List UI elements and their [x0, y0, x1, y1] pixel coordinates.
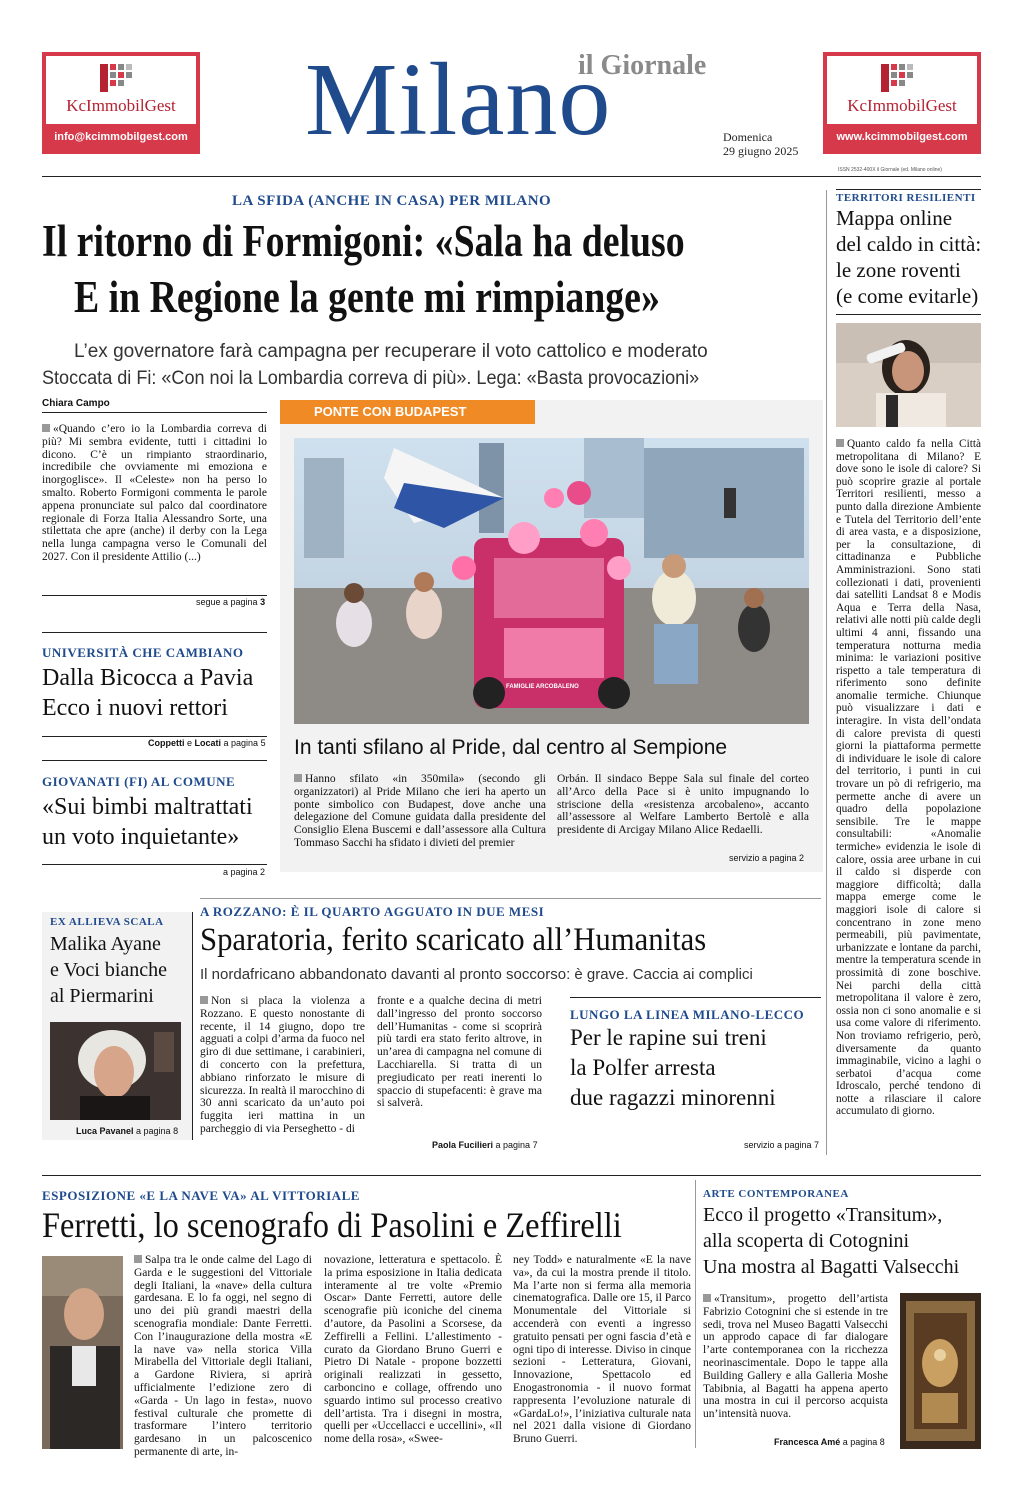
divider: [42, 736, 267, 737]
territori-body: Quanto caldo fa nella Città metropolitana di Milano? E dove sono le isole di calore? Si può scoprire grazie al portale Territori resilienti, messo a punto dalla direzione Ambiente e Tutela del Territorio dell’ente di area vasta, e a disposizione, per la consultazione, di cittadinanza e Pubbliche Amministrazioni. Sono stati collezionati i dati, provenienti dai satelliti Landsat 8 e Modis Aqua e Terra della Nasa, relativi alle notti più calde degli ultimi 4 anni, fissando una temperatura notturna media minima: le variazioni positive rispetto a tale temperatura di riferimento sono definite anomalie termiche. Chiunque può visualizzare i dati e interagire. In vista dell’ondata di calore prevista di questi giorni la piattaforma permette di individuare le isole di calore del territorio, i punti in cui trovare un pò di refrigerio, ma permette anche di avere un quadro della popolazione sensibile. Tre le mappe consultabili: «Anomalie termiche» evidenzia le isole di calore, ossia aree urbane in cui il caldo si disperde con maggiore difficoltà; dalla mappa emerge come le maggiori isole di calore si concentrano in zone meno permeabili, più pavimentate, urbanizzate e lontane da parchi, mentre la temperatura scende in prossimità di zone boschive. Nei parchi della città metropolitana il valore è zero, ossia non ci sono anomalie e si usa come valore di riferimento. Non troviamo refrigerio, però, diversamente da quanto immaginabile, vicino a laghi o serbatoi d’acqua come Idroscalo, perché tendono di notte a rilasciare il calore accumulato di giorno.: [836, 438, 981, 1118]
lead-author: Chiara Campo: [42, 398, 110, 409]
ferretti-kicker: ESPOSIZIONE «E LA NAVE VA» AL VITTORIALE: [42, 1188, 360, 1203]
ferretti-headline[interactable]: Ferretti, lo scenografo di Pasolini e Zeffirelli: [42, 1205, 622, 1245]
polfer-kicker: LUNGO LA LINEA MILANO-LECCO: [570, 1007, 805, 1022]
transitum-ref[interactable]: Francesca Amé a pagina 8: [774, 1437, 885, 1447]
divider: [826, 190, 827, 1155]
transitum-headline[interactable]: Ecco il progetto «Transitum», alla scoperta di Cotognini Una mostra al Bagatti Valsecchi: [703, 1204, 960, 1278]
ferretti-body-3: ney Todd» e naturalmente «E la nave va», da cui la mostra prende il titolo. Ma l’arte non si ferma alla memoria cinematografica. Dalle ore 15, il Parco Monumentale del Vittoriale si accenderà con eventi a ingresso gratuito pensati per ogni fascia d’età e ogni tipo di interesse. Diviso in cinque sezioni - Letteratura, Giovani, Innovazione, Spettacolo ed Enogastronomia - il nuovo format rappresenta l’evoluzione naturale di «GardaLo!», l’iniziativa culturale nata nel 2021 dalla visione di Giordano Bruno Guerri.: [513, 1254, 691, 1446]
date-day: Domenica: [723, 130, 773, 144]
pride-photo: [294, 438, 809, 724]
universita-kicker: UNIVERSITÀ CHE CAMBIANO: [42, 645, 244, 660]
malika-photo: [50, 1022, 181, 1120]
masthead-brand: il Giornale: [578, 50, 707, 81]
issn: ISSN 2532-400X il Giornale (ed. Milano online): [838, 167, 942, 173]
divider: [695, 1180, 696, 1448]
rozzano-kicker: A ROZZANO: È IL QUARTO AGGUATO IN DUE MESI: [200, 904, 545, 919]
divider: [42, 864, 267, 865]
masthead-title: Milano: [305, 42, 612, 157]
ad-contact[interactable]: info@kcimmobilgest.com: [46, 124, 196, 150]
kc-logo-icon: [879, 62, 919, 94]
lead-subhead-2: Stoccata di Fi: «Con noi la Lombardia correva di più». Lega: «Basta provocazioni»: [42, 368, 700, 389]
divider: [42, 1175, 981, 1176]
transitum-body: «Transitum», progetto dell’artista Fabrizio Cotognini che si estende in tre sedi, trova nel Museo Bagatti Valsecchi un approdo capace di far dialogare l’arte contemporanea con la ricchezza neorinascimentale. Dopo le tappe alla Building Gallery e alla Galleria Moshe Tabibnia, al Bagatti ha appena aperto una mostra in cui il percorso acquista un’intensità nuova.: [703, 1293, 888, 1421]
universita-headline[interactable]: Dalla Bicocca a Pavia Ecco i nuovi rettori: [42, 665, 254, 721]
ferretti-body-1: Salpa tra le onde calme del Lago di Garda e le suggestioni del Vittoriale degli Italiani, la «nave» della cultura gardesana. E lo fa oggi, nel segno di uno dei più grandi maestri della scenografia mondiale: Dante Ferretti. Con l’inaugurazione della mostra «E la nave va» nella storica Villa Mirabella del Vittoriale degli Italiani, a Gardone Riviera, si aprirà ufficialmente l’edizione zero di «Garda - Un lago in festa», nuovo festival culturale che promette di trasformare l’intero territorio gardesano in un palcoscenico permanente di arte, in-: [134, 1254, 312, 1458]
giovanati-headline[interactable]: «Sui bimbi maltrattati un voto inquietante»: [42, 794, 253, 850]
pride-body-2: Orbán. Il sindaco Beppe Sala sul finale del corteo all’Arco della Pace si è unito impugnando lo striscione della «resistenza arcobaleno», accanto all’assessore al Welfare Lamberto Bertolè e alla presidente di Arcigay Milano Alice Redaelli.: [557, 773, 809, 837]
masthead-rule: [42, 176, 981, 177]
divider: [836, 189, 981, 190]
rozzano-headline[interactable]: Sparatoria, ferito scaricato all’Humanitas: [200, 922, 707, 958]
territori-photo-image: [836, 323, 981, 427]
malika-photo-image: [50, 1022, 181, 1120]
ferretti-photo: [42, 1256, 123, 1449]
ad-right[interactable]: [823, 52, 981, 154]
divider: [42, 412, 267, 413]
pride-banner: PONTE CON BUDAPEST: [280, 400, 535, 424]
divider: [42, 760, 267, 761]
divider: [42, 595, 267, 596]
pride-headline[interactable]: In tanti sfilano al Pride, dal centro al Sempione: [294, 736, 728, 759]
pride-ref[interactable]: servizio a pagina 2: [729, 853, 805, 863]
rozzano-ref[interactable]: Paola Fucilieri a pagina 7: [432, 1140, 538, 1150]
polfer-headline[interactable]: Per le rapine sui treni la Polfer arresta due ragazzi minorenni: [570, 1025, 776, 1110]
transitum-photo-image: [900, 1293, 981, 1449]
pride-photo-image: [294, 438, 809, 724]
lead-subhead-1: L’ex governatore farà campagna per recuperare il voto cattolico e moderato: [74, 341, 708, 362]
transitum-photo: [900, 1293, 981, 1449]
territori-headline[interactable]: Mappa online del caldo in città: le zone roventi (e come evitarle): [836, 206, 982, 308]
malika-ref[interactable]: Luca Pavanel a pagina 8: [76, 1126, 179, 1136]
transitum-kicker: ARTE CONTEMPORANEA: [703, 1188, 849, 1200]
lead-body: «Quando c’ero io la Lombardia correva di più? Mi sembra evidente, tutti i cittadini lo dicono. C’è un rimpianto straordinario, incredibile che ovviamente mi emoziona e inorgoglisce». Il «Celeste» non ha perso lo smalto. Roberto Formigoni commenta le parole appena pronunciate sul palco dal coordinatore regionale di Forza Italia Alessandro Sorte, una stilettata che apre (anche) il derby con la Lega nella lunga campagna verso le Comunali del 2027. Con il presidente Attilio (...): [42, 423, 267, 563]
divider: [570, 997, 821, 998]
kc-logo-icon: [98, 62, 138, 94]
ferretti-photo-image: [42, 1256, 123, 1449]
giovanati-ref[interactable]: a pagina 2: [223, 867, 266, 877]
lead-headline-2[interactable]: E in Regione la gente mi rimpiange»: [74, 272, 660, 322]
pride-body-1: Hanno sfilato «in 350mila» (secondo gli organizzatori) al Pride Milano che ieri ha aperto un ponte simbolico con Budapest, dove anche una delegazione del Comune guidata dalla presidente del Consiglio Elena Buscemi e dall’assessore alla Cultura Tommaso Sacchi ha sfidato i divieti del premier: [294, 773, 546, 849]
polfer-ref[interactable]: servizio a pagina 7: [744, 1140, 820, 1150]
malika-rule: [192, 912, 193, 1140]
giovanati-kicker: GIOVANATI (FI) AL COMUNE: [42, 774, 236, 789]
ad-brand: KcImmobilGest: [66, 96, 176, 115]
masthead-date: [723, 130, 798, 158]
ferretti-body-2: novazione, letteratura e spettacolo. È la prima esposizione in Italia dedicata interamente al tre volte «Premio Oscar» Dante Ferretti, autore delle scenografie più iconiche del cinema d’autore, da Pasolini a Scorsese, da Zeffirelli a Fellini. L’allestimento - curato da Giordano Bruno Guerri e Pietro Di Natale - propone bozzetti originali realizzati in gessetto, carboncino e collage, offrendo uno sguardo intimo sul processo creativo dell’artista. Tra i disegni in mostra, quelli per «Uccellacci e uccellini», «Il nome della rosa», «Swee-: [324, 1254, 502, 1446]
territori-photo: [836, 323, 981, 427]
territori-kicker: TERRITORI RESILIENTI: [836, 192, 976, 204]
date-full: 29 giugno 2025: [723, 144, 799, 158]
rozzano-subhead: Il nordafricano abbandonato davanti al pronto soccorso: è grave. Caccia ai complici: [200, 966, 753, 983]
universita-ref[interactable]: Coppetti e Locati a pagina 5: [148, 738, 266, 748]
divider: [200, 898, 821, 899]
rozzano-body-2: fronte e a qualche decina di metri dall’ingresso del pronto soccorso dell’Humanitas - come si scoprirà più tardi era stato ferito altrove, in un’area di campagna nel comune di Lacchiarella. Si tratta di un pregiudicato per reati inerenti lo spaccio di stupefacenti: è grave ma si salverà.: [377, 995, 542, 1110]
rozzano-body-1: Non si placa la violenza a Rozzano. E questo nonostante di recente, il 14 giugno, dopo tre agguati a colpi d’arma da fuoco nel giro di due settimane, i carabinieri, di concerto con la prefettura, abbiano rinforzato le misure di sicurezza. In realtà il marocchino di 30 anni scaricato da un’auto poi fuggita ieri mattina in un parcheggio di via Perseghetto - di: [200, 995, 365, 1135]
malika-kicker: EX ALLIEVA SCALA: [50, 916, 164, 928]
malika-headline[interactable]: Malika Ayane e Voci bianche al Piermarini: [50, 933, 168, 1007]
divider: [836, 314, 981, 315]
lead-headline-1[interactable]: Il ritorno di Formigoni: «Sala ha deluso: [42, 216, 685, 266]
lead-kicker: LA SFIDA (ANCHE IN CASA) PER MILANO: [232, 193, 552, 209]
pride-photo-banner-text: FAMIGLIE ARCOBALENO: [506, 684, 579, 690]
ad-left[interactable]: [42, 52, 200, 154]
ad-brand: KcImmobilGest: [847, 96, 957, 115]
divider: [42, 632, 267, 633]
ad-contact[interactable]: www.kcimmobilgest.com: [827, 124, 977, 150]
lead-ref[interactable]: segue a pagina 3: [196, 597, 266, 607]
